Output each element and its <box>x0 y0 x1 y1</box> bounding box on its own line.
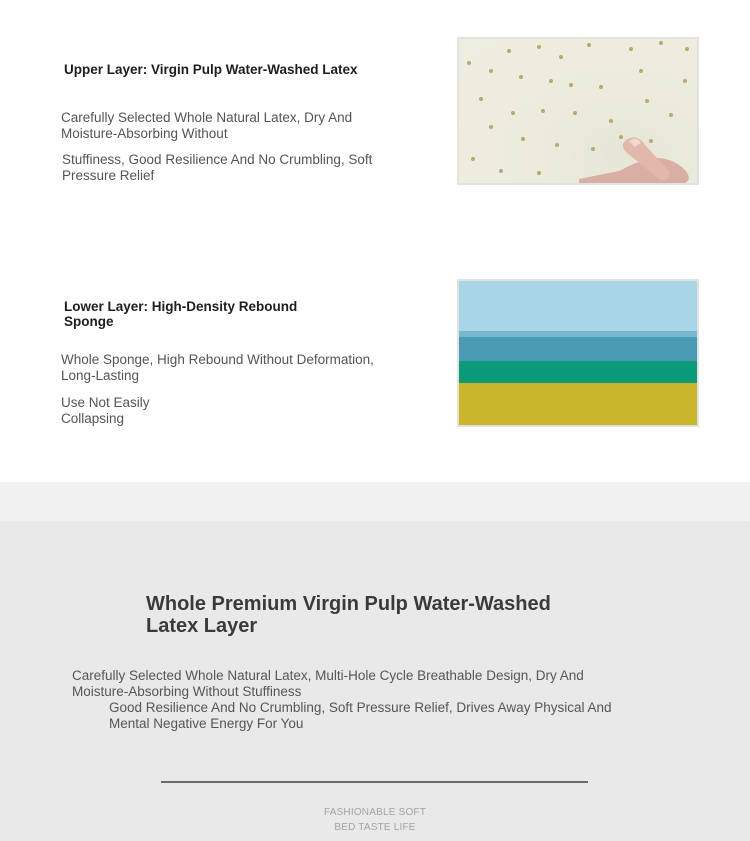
whole-layer-title: Whole Premium Virgin Pulp Water-Washed Latex Layer <box>146 593 551 637</box>
lower-layer-text-2: Use Not Easily Collapsing <box>61 395 150 426</box>
upper-layer-title: Upper Layer: Virgin Pulp Water-Washed Latex <box>64 62 358 77</box>
lower-layer-text-1: Whole Sponge, High Rebound Without Deformation, Long-Lasting <box>61 352 374 383</box>
lower-layer-title: Lower Layer: High-Density Rebound Sponge <box>64 299 298 329</box>
sponge-photo <box>457 279 699 427</box>
section-separator <box>0 482 750 521</box>
upper-layer-section <box>0 0 750 240</box>
footer-line-1: FASHIONABLE SOFT <box>323 807 427 818</box>
divider-line <box>161 781 588 783</box>
whole-layer-text-2: Good Resilience And No Crumbling, Soft Pressure Relief, Drives Away Physical And Mental Negative Energy For You <box>109 700 612 731</box>
upper-layer-text-2: Stuffiness, Good Resilience And No Crumbling, Soft Pressure Relief <box>62 152 373 183</box>
upper-layer-text-1: Carefully Selected Whole Natural Latex, Dry And Moisture-Absorbing Without <box>61 110 353 141</box>
finger-image <box>579 131 699 185</box>
footer-line-2: BED TASTE LIFE <box>334 822 416 833</box>
latex-photo <box>457 37 699 185</box>
whole-layer-text-1: Carefully Selected Whole Natural Latex, Multi-Hole Cycle Breathable Design, Dry And Moisture-Absorbing Without Stuffiness <box>72 668 584 699</box>
